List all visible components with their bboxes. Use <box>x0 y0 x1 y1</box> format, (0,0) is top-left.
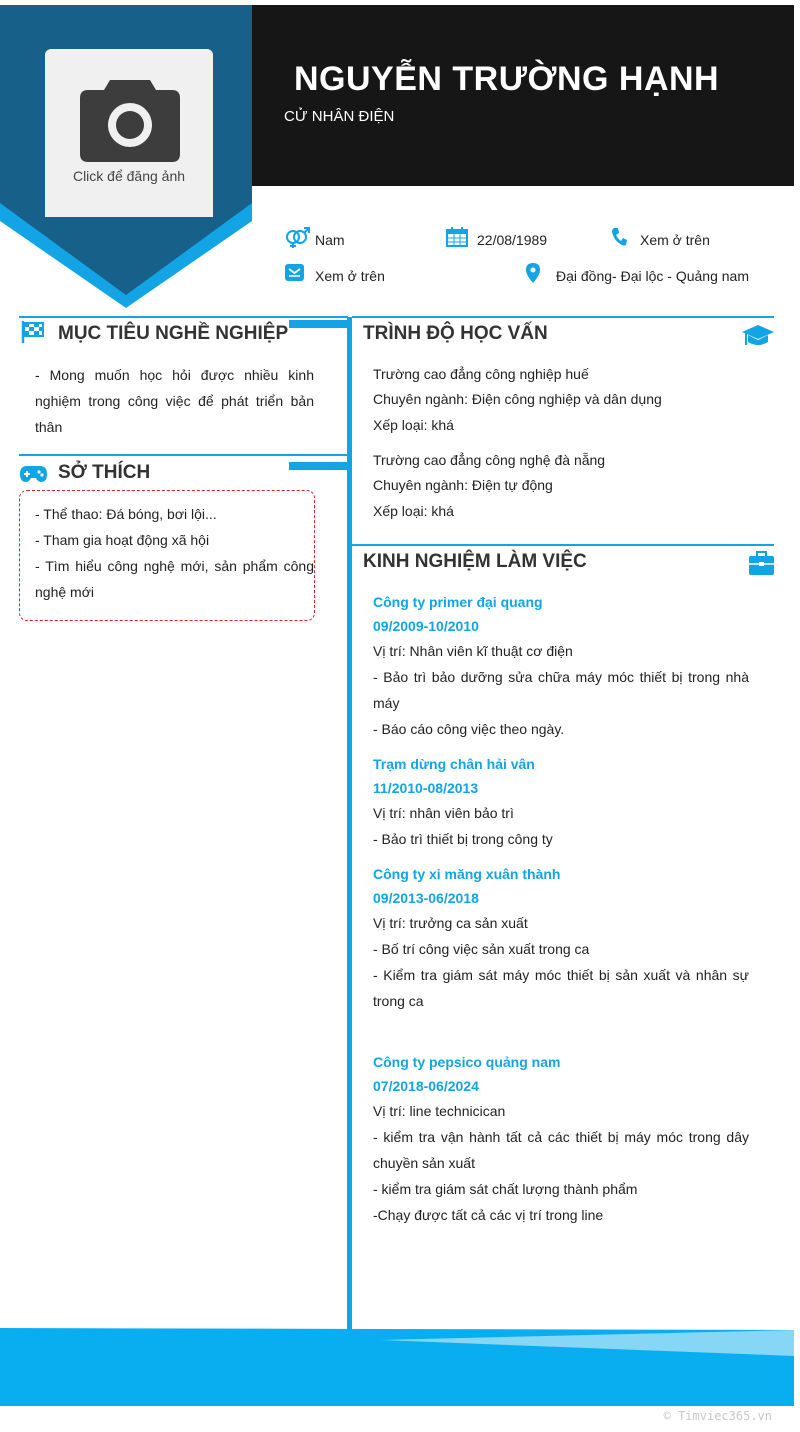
camera-icon <box>80 76 180 162</box>
job-line[interactable]: - Kiểm tra giám sát máy móc thiết bị sản xuất và nhân sự trong ca <box>373 967 749 1009</box>
job-period[interactable]: 07/2018-06/2024 <box>373 1078 479 1094</box>
footer-band <box>0 1328 794 1406</box>
photo-upload-label: Click để đăng ảnh <box>72 168 186 184</box>
job-company[interactable]: Công ty pepsico quảng nam <box>373 1054 561 1070</box>
job-period[interactable]: 09/2009-10/2010 <box>373 618 479 634</box>
birthday-value[interactable]: 22/08/1989 <box>477 232 548 248</box>
job-line[interactable]: Vị trí: line technicican <box>373 1103 506 1119</box>
photo-upload[interactable] <box>45 49 213 217</box>
flag-icon <box>21 321 45 343</box>
calendar-icon <box>446 227 468 247</box>
address-value[interactable]: Đại đồng- Đại lộc - Quảng nam <box>556 268 749 284</box>
candidate-name[interactable]: NGUYỄN TRƯỜNG HẠNH <box>294 60 720 98</box>
email-value[interactable]: Xem ở trên <box>315 268 385 284</box>
watermark: © Timviec365.vn <box>663 1409 772 1423</box>
job-line[interactable]: - kiểm tra giám sát chất lượng thành phẩm <box>373 1181 638 1197</box>
education-grade[interactable]: Xếp loại: khá <box>373 417 454 433</box>
hobby-item[interactable]: - Tìm hiểu công nghệ mới, sản phẩm công nghệ mới <box>35 558 314 600</box>
hobbies-heading[interactable]: SỞ THÍCH <box>58 462 151 483</box>
job-line[interactable]: - Bố trí công việc sản xuất trong ca <box>373 941 590 957</box>
job-line[interactable]: - Bảo trì thiết bị trong công ty <box>373 831 553 847</box>
hobby-item[interactable]: - Thể thao: Đá bóng, bơi lội... <box>35 506 217 522</box>
experience-heading[interactable]: KINH NGHIỆM LÀM VIỆC <box>363 551 587 572</box>
job-line[interactable]: - Báo cáo công việc theo ngày. <box>373 721 565 737</box>
education-rule <box>352 316 774 318</box>
education-major[interactable]: Chuyên ngành: Điện tự động <box>373 477 553 493</box>
job-line[interactable]: - Bảo trì bảo dưỡng sửa chữa máy móc thiết bị trong nhà máy <box>373 669 749 711</box>
job-line[interactable]: - kiểm tra vận hành tất cả các thiết bị máy móc trong dây chuyền sản xuất <box>373 1129 749 1171</box>
email-icon <box>285 264 304 281</box>
objective-heading[interactable]: MỤC TIÊU NGHỀ NGHIỆP <box>58 323 289 344</box>
job-period[interactable]: 09/2013-06/2018 <box>373 890 479 906</box>
objective-accent <box>289 320 347 328</box>
job-company[interactable]: Công ty xi măng xuân thành <box>373 866 561 882</box>
hobby-item[interactable]: - Tham gia hoạt động xã hội <box>35 532 210 548</box>
briefcase-icon <box>749 551 774 576</box>
job-company[interactable]: Trạm dừng chân hải vân <box>373 756 535 772</box>
gamepad-icon <box>20 465 47 483</box>
job-line[interactable]: Vị trí: nhân viên bảo trì <box>373 805 514 821</box>
job-period[interactable]: 11/2010-08/2013 <box>373 780 479 796</box>
education-school[interactable]: Trường cao đẳng công nghiệp huế <box>373 366 589 382</box>
education-heading[interactable]: TRÌNH ĐỘ HỌC VẤN <box>363 323 548 344</box>
education-school[interactable]: Trường cao đẳng công nghệ đà nẵng <box>373 452 606 468</box>
objective-rule <box>19 316 348 318</box>
job-company[interactable]: Công ty primer đại quang <box>373 594 543 610</box>
column-divider <box>347 317 352 1341</box>
hobbies-rule <box>19 454 348 456</box>
education-grade[interactable]: Xếp loại: khá <box>373 503 454 519</box>
hobbies-accent <box>289 462 347 470</box>
job-line[interactable]: Vị trí: trưởng ca sản xuất <box>373 915 528 931</box>
objective-text[interactable]: - Mong muốn học hỏi được nhiều kinh nghiệm trong công việc để phát triển bản thân <box>35 367 314 435</box>
phone-icon <box>611 228 627 246</box>
education-major[interactable]: Chuyên ngành: Điện công nghiệp và dân dụng <box>373 391 662 407</box>
job-line[interactable]: -Chạy được tất cả các vị trí trong line <box>373 1207 604 1223</box>
candidate-title[interactable]: CỬ NHÂN ĐIỆN <box>284 108 395 125</box>
location-icon <box>526 263 540 283</box>
phone-value[interactable]: Xem ở trên <box>640 232 710 248</box>
gender-icon <box>285 227 311 249</box>
gender-value[interactable]: Nam <box>315 232 345 248</box>
experience-rule <box>352 544 774 546</box>
graduation-cap-icon <box>742 323 774 349</box>
job-line[interactable]: Vị trí: Nhân viên kĩ thuật cơ điện <box>373 643 573 659</box>
